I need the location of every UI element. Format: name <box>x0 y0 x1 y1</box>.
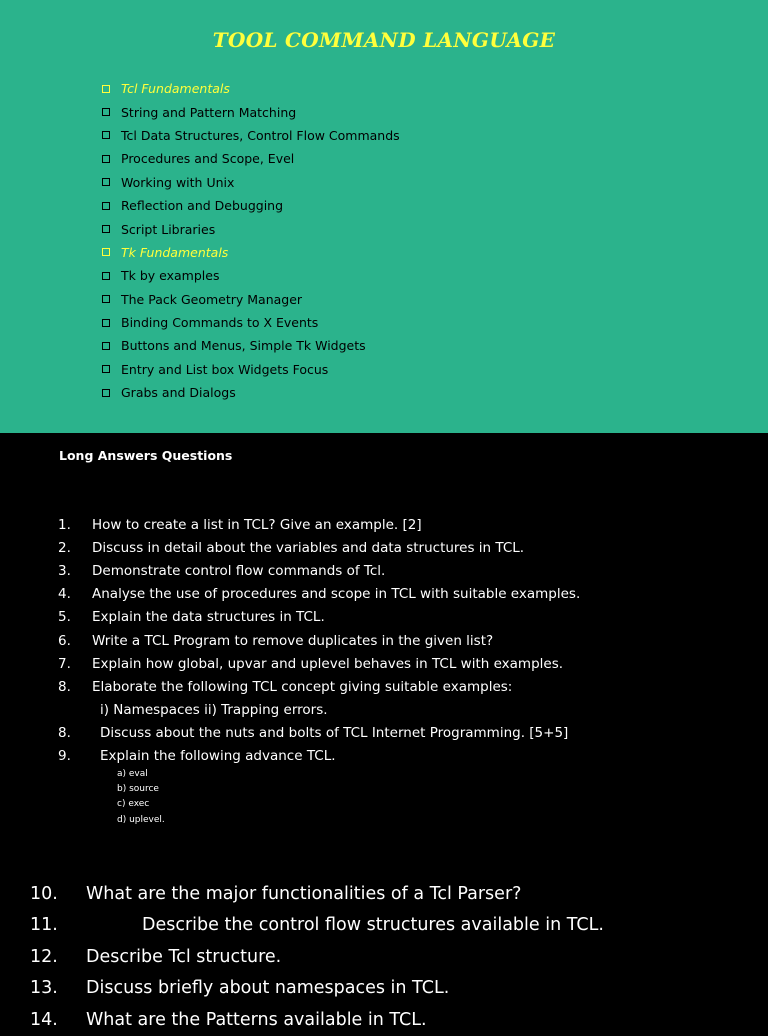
question-item <box>58 745 580 768</box>
topic-label: Tcl Fundamentals <box>121 81 230 97</box>
sub-item-list <box>117 767 165 828</box>
topic-label: Script Libraries <box>121 221 216 237</box>
topic-label: Tk by examples <box>121 268 220 284</box>
checkbox-bullet-icon <box>102 108 110 116</box>
question-text: Analyse the use of procedures and scope in TCL with suitable examples. <box>92 586 581 603</box>
question-number: 8. <box>58 725 71 742</box>
topic-item <box>102 241 400 264</box>
topic-item <box>102 194 400 217</box>
question-number: 9. <box>58 748 71 765</box>
question-text: i) Namespaces ii) Trapping errors. <box>100 702 328 719</box>
topic-label: Binding Commands to X Events <box>121 315 319 331</box>
checkbox-bullet-icon <box>102 272 110 280</box>
question-number: 8. <box>58 678 71 695</box>
sub-item: d) uplevel. <box>117 814 165 825</box>
big-question-list <box>30 878 604 1036</box>
checkbox-bullet-icon <box>102 155 110 163</box>
question-number: 11. <box>30 915 58 936</box>
topic-label: Procedures and Scope, Evel <box>121 151 295 167</box>
topic-item <box>102 147 400 170</box>
big-question-item <box>30 941 604 973</box>
checkbox-bullet-icon <box>102 248 110 256</box>
big-question-item <box>30 1004 604 1036</box>
question-text: Discuss briefly about namespaces in TCL. <box>86 978 450 999</box>
checkbox-bullet-icon <box>102 342 110 350</box>
topic-label: Tcl Data Structures, Control Flow Commands <box>121 127 400 143</box>
document-title: TOOL COMMAND LANGUAGE <box>212 28 556 52</box>
topic-label: String and Pattern Matching <box>121 104 297 120</box>
checkbox-bullet-icon <box>102 202 110 210</box>
topic-item <box>102 381 400 404</box>
question-number: 4. <box>58 586 71 603</box>
topic-item <box>102 358 400 381</box>
question-text: Discuss about the nuts and bolts of TCL Internet Programming. [5+5] <box>100 725 569 742</box>
question-number: 12. <box>30 946 58 967</box>
topic-label: The Pack Geometry Manager <box>121 291 303 307</box>
question-text: Explain the following advance TCL. <box>100 748 336 765</box>
topic-item <box>102 311 400 334</box>
checkbox-bullet-icon <box>102 365 110 373</box>
question-text: Explain how global, upvar and uplevel behaves in TCL with examples. <box>92 655 564 672</box>
question-item <box>58 722 580 745</box>
question-item <box>58 559 580 582</box>
question-number: 5. <box>58 609 71 626</box>
question-number: 3. <box>58 562 71 579</box>
question-text: Describe the control flow structures available in TCL. <box>142 915 604 936</box>
question-item <box>58 675 580 698</box>
question-item <box>58 606 580 629</box>
topic-label: Entry and List box Widgets Focus <box>121 361 329 377</box>
checkbox-bullet-icon <box>102 389 110 397</box>
topics-panel <box>0 0 768 433</box>
question-item <box>58 629 580 652</box>
question-number: 7. <box>58 655 71 672</box>
topic-item <box>102 288 400 311</box>
checkbox-bullet-icon <box>102 319 110 327</box>
question-text: Demonstrate control flow commands of Tcl. <box>92 562 386 579</box>
question-text: Elaborate the following TCL concept giving suitable examples: <box>92 678 513 695</box>
question-number: 1. <box>58 516 71 533</box>
topic-label: Grabs and Dialogs <box>121 385 236 401</box>
question-number: 6. <box>58 632 71 649</box>
question-text: Discuss in detail about the variables and data structures in TCL. <box>92 539 525 556</box>
topic-item <box>102 100 400 123</box>
sub-item: a) eval <box>117 769 148 779</box>
topic-item <box>102 264 400 287</box>
big-question-item <box>30 910 604 942</box>
checkbox-bullet-icon <box>102 225 110 233</box>
checkbox-bullet-icon <box>102 131 110 139</box>
section-heading: Long Answers Questions <box>59 448 233 463</box>
question-text: What are the Patterns available in TCL. <box>86 1009 427 1030</box>
checkbox-bullet-icon <box>102 85 110 93</box>
topic-item <box>102 217 400 240</box>
topic-label: Reflection and Debugging <box>121 198 284 214</box>
question-item <box>58 583 580 606</box>
big-question-item <box>30 878 604 910</box>
question-number: 13. <box>30 978 58 999</box>
topic-list <box>102 77 400 404</box>
question-text: Describe Tcl structure. <box>86 946 282 967</box>
big-question-item <box>30 973 604 1005</box>
topic-label: Buttons and Menus, Simple Tk Widgets <box>121 338 366 354</box>
question-continuation <box>58 699 580 722</box>
sub-item: c) exec <box>117 799 150 810</box>
question-number: 2. <box>58 539 71 556</box>
sub-item: b) source <box>117 784 159 795</box>
question-number: 10. <box>30 883 58 904</box>
question-list <box>58 513 580 768</box>
question-item <box>58 513 580 536</box>
question-text: What are the major functionalities of a Tcl Parser? <box>86 883 522 904</box>
topic-item <box>102 171 400 194</box>
question-text: Explain the data structures in TCL. <box>92 609 325 626</box>
topic-item <box>102 124 400 147</box>
topic-label: Working with Unix <box>121 174 235 190</box>
question-number: 14. <box>30 1009 58 1030</box>
checkbox-bullet-icon <box>102 295 110 303</box>
question-text: How to create a list in TCL? Give an example. [2] <box>92 516 422 533</box>
topic-label: Tk Fundamentals <box>121 244 229 260</box>
question-item <box>58 536 580 559</box>
topic-item <box>102 77 400 100</box>
topic-item <box>102 334 400 357</box>
question-text: Write a TCL Program to remove duplicates in the given list? <box>92 632 494 649</box>
checkbox-bullet-icon <box>102 178 110 186</box>
question-item <box>58 652 580 675</box>
